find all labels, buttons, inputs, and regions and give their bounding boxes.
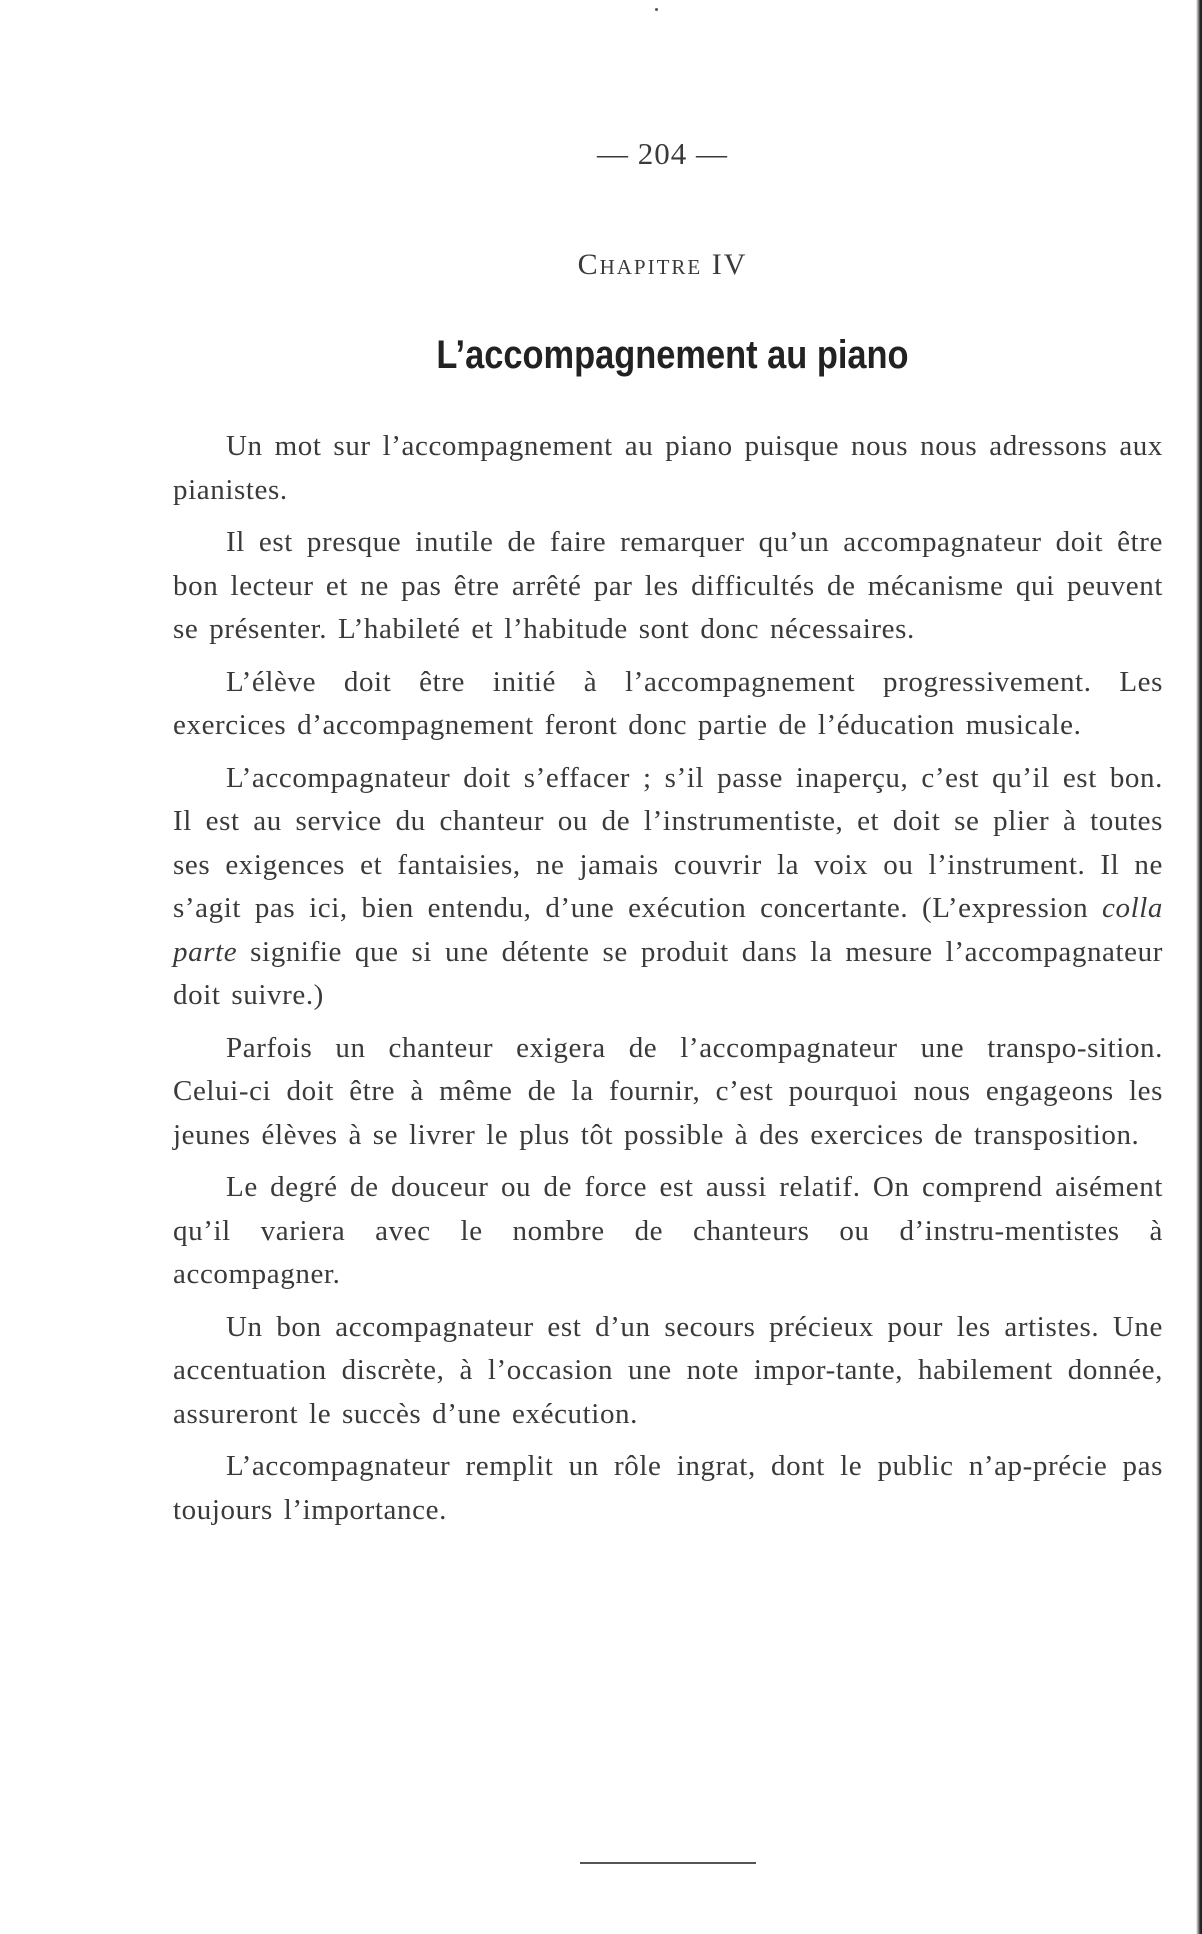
paragraph-2: Il est presque inutile de faire remarquer qu’un accompagnateur doit être bon lecteur et ne pas être arrêté par les difficultés de mécanisme qui peuvent se présenter. L’habileté et l’habitude sont donc nécessaires. [173, 526, 1163, 645]
page-edge-shadow [1196, 0, 1202, 1934]
paragraph-6: Le degré de douceur ou de force est aussi relatif. On comprend aisément qu’il variera avec le nombre de chanteurs ou d’instru-mentistes à accompagner. [173, 1171, 1163, 1290]
end-rule [580, 1862, 756, 1864]
paragraph-3: L’élève doit être initié à l’accompagnement progressivement. Les exercices d’accompagnement feront donc partie de l’éducation musicale. [173, 665, 1163, 741]
section-title: L’accompagnement au piano [436, 333, 909, 377]
page-number: — 204 — [597, 136, 728, 171]
paragraph-4-text-end: signifie que si une détente se produit dans la mesure l’accompagnateur doit suivre.) [173, 935, 1163, 1011]
paragraph-1: Un mot sur l’accompagnement au piano puisque nous nous adressons aux pianistes. [173, 430, 1163, 506]
paragraph-7: Un bon accompagnateur est d’un secours précieux pour les artistes. Une accentuation discrète, à l’occasion une note impor-tante, habilement donnée, assureront le succès d’une exécution. [173, 1310, 1163, 1430]
paragraph-5: Parfois un chanteur exigera de l’accompagnateur une transpo-sition. Celui-ci doit être à même de la fournir, c’est pourquoi nous engageons les jeunes élèves à se livrer le plus tôt possible à des exercices de transposition. [173, 1031, 1163, 1151]
paragraph-4-text-start: L’accompagnateur doit s’effacer ; s’il passe inaperçu, c’est qu’il est bon. Il est au service du chanteur ou de l’instrumentiste, et doit se plier à toutes ses exigences et fantaisies, ne jamais couvrir la voix ou l’instrument. Il ne s’agit pas ici, bien entendu, d’une exécution concertante. (L’expression [173, 761, 1163, 924]
scan-speck [655, 8, 658, 11]
paragraph-4 [173, 757, 1163, 1018]
chapter-heading: Chapitre IV [577, 248, 748, 281]
italic-term: colla parte [173, 892, 1163, 968]
body-text [173, 425, 1163, 1541]
paragraph-8: L’accompagnateur remplit un rôle ingrat, dont le public n’ap-précie pas toujours l’importance. [173, 1450, 1163, 1526]
